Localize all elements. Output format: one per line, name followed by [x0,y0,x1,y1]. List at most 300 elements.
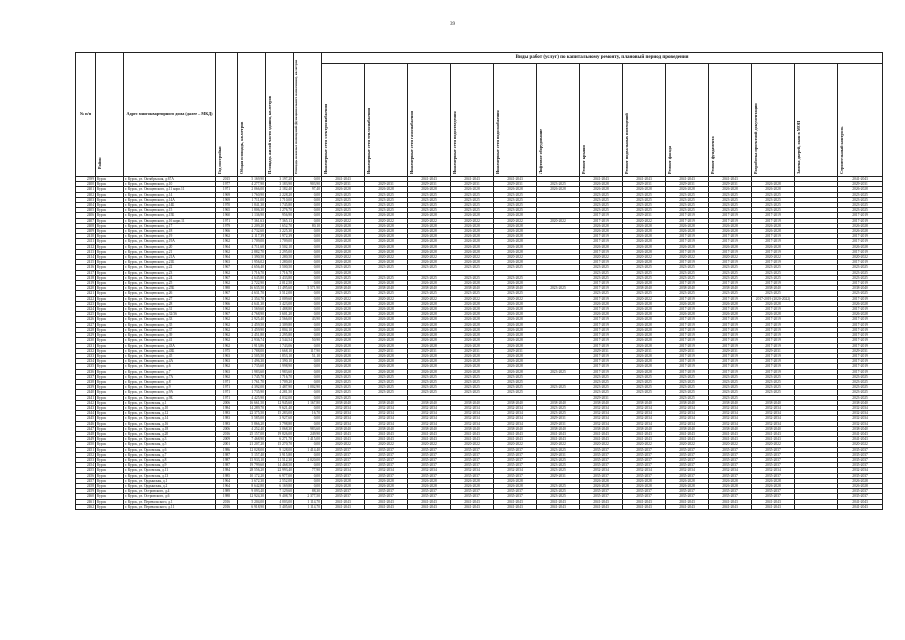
cell-d: Курск [96,260,124,265]
cell-t: 14 289,70 [238,405,266,410]
cell-work-period: 2041-2043 [408,499,451,504]
cell-d: Курск [96,390,124,395]
cell-y: 1963 [216,369,238,374]
cell-nl: 0,00 [294,234,322,239]
cell-work-period: 2017-2019 [666,333,709,338]
cell-work-period: 2017-2019 [580,317,623,322]
cell-y: 1987 [216,457,238,462]
cell-work-period: 2032-2034 [709,411,752,416]
cell-work-period: 2023-2025 [580,275,623,280]
cell-y: 1962 [216,317,238,322]
cell-work-period: 2026-2028 [322,213,365,218]
cell-work-period: 2035-2037 [580,494,623,499]
cell-y: 1962 [216,281,238,286]
cell-work-period: 2023-2025 [365,291,408,296]
cell-l: 1 488,80 [266,307,294,312]
cell-work-period: 2032-2034 [322,421,365,426]
cell-nl: 1 114,70 [294,499,322,504]
cell-work-period: 2017-2019 [752,281,795,286]
cell-work-period: 2038-2040 [365,426,408,431]
cell-t: 21 207,20 [238,442,266,447]
cell-y: 1987 [216,463,238,468]
cell-nl: 4 020,00 [294,457,322,462]
cell-work-period: 2026-2028 [451,317,494,322]
cell-y: 1967 [216,265,238,270]
cell-work-period: 2035-2037 [752,463,795,468]
cell-work-period: 2017-2019 [666,218,709,223]
cell-a: г. Курск, ул. Овощевского, д.8 [124,379,216,384]
header-work-10 [752,64,795,177]
cell-work-period: 2035-2037 [451,489,494,494]
cell-y: 2015 [216,177,238,182]
cell-work-period: 2032-2034 [838,421,883,426]
cell-work-period: 2020-2022 [580,255,623,260]
cell-a: г. Курск, ул. Октябрьская, д.67А [124,177,216,182]
cell-nl: 0,00 [294,483,322,488]
cell-a: г. Курск, ул. Овощевского, д.43Б [124,348,216,353]
cell-work-period: 2017-2019 [666,260,709,265]
cell-work-period: 2029-2031 [666,348,709,353]
cell-work-period: 2035-2037 [322,473,365,478]
cell-work-period: 2023-2025 [709,265,752,270]
cell-nl: 0,00 [294,416,322,421]
cell-d: Курск [96,468,124,473]
cell-work-period: 2023-2025 [537,447,580,452]
cell-work-period: 2017-2019 [580,286,623,291]
cell-work-period: 2017-2019 [709,359,752,364]
cell-work-period: 2023-2025 [623,385,666,390]
cell-work-period: 2026-2028 [752,483,795,488]
cell-work-period: 2035-2037 [580,452,623,457]
cell-a: г. Курск, ул. Орловская, д.16 [124,421,216,426]
cell-a: г. Курск, ул. Овощевского, д.11 корп.11 [124,187,216,192]
cell-y: 2001 [216,442,238,447]
cell-work-period: 2017-2019 [838,281,883,286]
cell-d: Курск [96,483,124,488]
cell-y: 2016 [216,499,238,504]
cell-n: 2402 [76,192,96,197]
cell-work-period: 2023-2025 [408,379,451,384]
cell-work-period: 2023-2025 [365,374,408,379]
cell-work-period: 2035-2037 [322,452,365,457]
cell-nl: 1 114,70 [294,504,322,509]
cell-y: 1966 [216,229,238,234]
cell-work-period: 2029-2031 [666,182,709,187]
cell-y: 1963 [216,260,238,265]
cell-work-period: 2026-2028 [451,333,494,338]
cell-work-period: 2020-2022 [365,218,408,223]
cell-work-period: 2023-2025 [537,369,580,374]
cell-work-period: 2038-2040 [580,400,623,405]
cell-work-period: 2035-2037 [752,494,795,499]
cell-n: 2430 [76,338,96,343]
cell-work-period: 2026-2028 [408,187,451,192]
cell-work-period: 2038-2040 [838,286,883,291]
cell-t: 5 169,90 [238,177,266,182]
cell-work-period: 2029-2031 [709,348,752,353]
cell-work-period: 2023-2025 [709,197,752,202]
cell-l: 1 743,06 [266,343,294,348]
cell-l: 2 566,00 [266,317,294,322]
cell-work-period: 2023-2025 [365,385,408,390]
cell-work-period: 2026-2028 [709,478,752,483]
header-work-label: Строительный контроль [839,126,844,174]
cell-work-period: 2026-2028 [494,317,537,322]
header-work-label: Инженерные сети электроснабжения [323,103,328,174]
cell-nl: 0,00 [294,208,322,213]
cell-d: Курск [96,333,124,338]
cell-a: г. Курск, ул. Орловская, д.3 [124,437,216,442]
cell-work-period: 2038-2040 [494,286,537,291]
cell-work-period: 2023-2025 [451,385,494,390]
cell-y: 1967 [216,312,238,317]
cell-l: 1 709,00 [266,239,294,244]
cell-work-period: 2017-2019 [838,213,883,218]
cell-nl: 16,70 [294,411,322,416]
cell-work-period: 2035-2037 [580,463,623,468]
cell-work-period: 2026-2028 [365,307,408,312]
cell-work-period: 2026-2028 [451,483,494,488]
cell-work-period: 2032-2034 [666,405,709,410]
cell-l: 1 853,10 [266,353,294,358]
cell-work-period: 2026-2028 [494,312,537,317]
cell-t: 4 641,30 [238,301,266,306]
cell-y: 1962 [216,270,238,275]
cell-work-period: 2017-2019 [666,249,709,254]
cell-work-period: 2032-2034 [838,405,883,410]
cell-work-period: 2035-2037 [494,473,537,478]
cell-n: 2455 [76,468,96,473]
cell-work-period: 2023-2025 [408,192,451,197]
cell-work-period: 2026-2028 [365,223,408,228]
cell-work-period: 2026-2028 [494,187,537,192]
cell-d: Курск [96,442,124,447]
cell-work-period: 2020-2022 [494,442,537,447]
cell-work-period: 2023-2025 [537,468,580,473]
cell-y: 1984 [216,468,238,473]
cell-l: 3 502,10 [266,244,294,249]
cell-work-period: 2023-2025 [494,208,537,213]
cell-work-period: 2035-2037 [451,447,494,452]
cell-work-period: 2020-2022 [365,296,408,301]
cell-work-period: 2023-2025 [365,208,408,213]
cell-work-period: 2017-2019 [666,369,709,374]
cell-work-period: 2017-2019 [580,234,623,239]
cell-work-period: 2041-2043 [408,177,451,182]
cell-work-period: 2035-2037 [408,494,451,499]
cell-nl: 0,00 [294,421,322,426]
cell-nl: 0,00 [294,260,322,265]
cell-n: 2429 [76,333,96,338]
cell-nl: 0,00 [294,333,322,338]
cell-nl: 0,00 [294,192,322,197]
cell-work-period: 2017-2019 [666,307,709,312]
cell-work-period: 2026-2028 [666,223,709,228]
cell-work-period: 2017-2019 [838,327,883,332]
cell-work-period: 2032-2034 [623,416,666,421]
cell-work-period: 2041-2043 [322,177,365,182]
cell-a: г. Курск, ул. Овощевского, д.9 [124,385,216,390]
cell-work-period: 2032-2034 [365,411,408,416]
cell-a: г. Курск, ул. Овощевского, д.16 корп.11 [124,218,216,223]
cell-work-period: 2023-2025 [494,203,537,208]
cell-t: 4 252,40 [238,426,266,431]
cell-work-period: 2017-2019 [709,307,752,312]
cell-work-period: 2026-2028 [752,312,795,317]
cell-work-period: 2038-2040 [709,400,752,405]
cell-work-period: 2041-2043 [752,431,795,436]
cell-t: 12 028,00 [238,447,266,452]
cell-work-period: 2023-2025 [752,379,795,384]
cell-t: 1 761,70 [238,379,266,384]
cell-work-period: 2023-2025 [666,203,709,208]
cell-work-period: 2041-2043 [494,504,537,509]
cell-l: 2 182,40 [266,187,294,192]
cell-n: 2415 [76,260,96,265]
cell-a: г. Курск, ул. Овощевского, д.28 [124,301,216,306]
cell-work-period: 2041-2043 [838,499,883,504]
cell-nl: 5 571,90 [294,286,322,291]
cell-work-period: 2029-2031 [838,182,883,187]
cell-n: 2422 [76,296,96,301]
cell-work-period: 2023-2025 [580,203,623,208]
cell-a: г. Курск, ул. Овощевского, д.6 [124,364,216,369]
cell-d: Курск [96,239,124,244]
cell-work-period: 2023-2025 [709,390,752,395]
cell-d: Курск [96,421,124,426]
header-work-label: Лифтовое оборудование [538,128,543,174]
cell-work-period: 2026-2028 [623,260,666,265]
cell-work-period: 2023-2025 [838,265,883,270]
cell-work-period: 2017-2019 [709,234,752,239]
cell-nl: 117,90 [294,348,322,353]
cell-d: Курск [96,489,124,494]
cell-work-period: 2041-2043 [752,504,795,509]
cell-l: 7 129,60 [266,489,294,494]
cell-n: 2438 [76,379,96,384]
table-body [76,177,883,510]
cell-work-period: 2026-2028 [322,338,365,343]
cell-work-period: 2029-2031 [494,348,537,353]
cell-work-period: 2035-2037 [709,452,752,457]
cell-work-period: 2035-2037 [408,463,451,468]
cell-work-period: 2023-2025 [451,275,494,280]
cell-work-period: 2035-2037 [623,494,666,499]
cell-work-period: 2023-2025 [322,390,365,395]
cell-t: 5 866,20 [238,421,266,426]
cell-l: 7 365,13 [266,218,294,223]
cell-work-period: 2026-2028 [365,322,408,327]
cell-a: г. Курск, ул. Овощевского, д.9Б [124,395,216,400]
cell-work-period: 2020-2022 [322,296,365,301]
cell-nl: 0,00 [294,239,322,244]
cell-work-period: 2026-2028 [580,182,623,187]
cell-work-period: 2041-2043 [451,177,494,182]
cell-a: г. Курск, ул. Орловская, д.10 [124,405,216,410]
cell-nl: 50,90 [294,338,322,343]
cell-work-period: 2017-2019 [709,218,752,223]
cell-a: г. Курск, ул. Овощевского, д.33 [124,317,216,322]
cell-work-period: 2023-2025 [322,395,365,400]
cell-work-period: 2020-2022 [666,442,709,447]
cell-work-period: 2023-2025 [623,208,666,213]
cell-d: Курск [96,369,124,374]
cell-work-period: 2023-2025 [709,275,752,280]
cell-work-period: 2032-2034 [408,411,451,416]
cell-t: 1 390,50 [238,255,266,260]
cell-nl: 0,00 [294,275,322,280]
cell-work-period: 2026-2028 [365,353,408,358]
cell-work-period: 2035-2037 [494,452,537,457]
cell-work-period: 2041-2043 [709,431,752,436]
cell-work-period: 2026-2028 [451,369,494,374]
cell-work-period: 2041-2043 [322,504,365,509]
cell-work-period: 2026-2028 [623,343,666,348]
cell-d: Курск [96,374,124,379]
cell-work-period: 2032-2034 [494,421,537,426]
cell-work-period: 2023-2025 [838,385,883,390]
cell-work-period: 2017-2019 [838,353,883,358]
cell-work-period: 2017-2019 [838,249,883,254]
cell-l: 14 468,50 [266,463,294,468]
cell-work-period: 2023-2025 [494,265,537,270]
cell-work-period: 2026-2028 [623,317,666,322]
cell-work-period: 2032-2034 [322,468,365,473]
cell-work-period: 2023-2025 [752,265,795,270]
cell-a: г. Курск, ул. Орловская, д.9 [124,463,216,468]
cell-nl: 903,90 [294,182,322,187]
cell-work-period: 2023-2025 [494,390,537,395]
cell-work-period: 2023-2025 [838,390,883,395]
cell-l: 2 544,54 [266,338,294,343]
cell-work-period: 2026-2028 [365,317,408,322]
cell-work-period: 2020-2022 [494,218,537,223]
cell-d: Курск [96,431,124,436]
cell-a: г. Курск, ул. Овощевского, д.9А [124,390,216,395]
cell-work-period: 2023-2025 [494,374,537,379]
cell-work-period: 2020-2022 [451,255,494,260]
cell-work-period: 2041-2043 [365,437,408,442]
cell-work-period: 2023-2025 [623,270,666,275]
header-work-label: Ремонт фасада [667,146,672,174]
cell-work-period: 2026-2028 [623,301,666,306]
cell-work-period: 2041-2043 [838,431,883,436]
cell-work-period: 2023-2025 [666,395,709,400]
cell-work-period: 2029-2031 [580,395,623,400]
cell-work-period: 2032-2034 [623,468,666,473]
cell-work-period: 2038-2040 [709,426,752,431]
cell-work-period: 2026-2028 [494,364,537,369]
cell-work-period: 2023-2025 [537,411,580,416]
cell-work-period: 2035-2037 [709,447,752,452]
cell-work-period: 2026-2028 [494,239,537,244]
cell-d: Курск [96,177,124,182]
cell-work-period: 2023-2025 [752,197,795,202]
cell-y: 1964 [216,483,238,488]
cell-work-period: 2026-2028 [322,187,365,192]
cell-work-period: 2026-2028 [838,478,883,483]
cell-work-period: 2026-2028 [580,312,623,317]
cell-work-period: 2038-2040 [451,400,494,405]
cell-work-period: 2035-2037 [666,473,709,478]
header-nonliving-area-label: Площадь нежилых помещений (функционального назначения), кв.метров [294,59,298,174]
cell-work-period: 2035-2037 [709,473,752,478]
cell-work-period: 2035-2037 [623,457,666,462]
cell-work-period: 2023-2025 [322,374,365,379]
cell-work-period: 2035-2037 [838,457,883,462]
cell-work-period: 2023-2025 [580,374,623,379]
cell-work-period: 2023-2025 [666,270,709,275]
cell-l: 3 197,20 [266,177,294,182]
cell-d: Курск [96,379,124,384]
cell-work-period: 2026-2028 [322,260,365,265]
cell-work-period: 2032-2034 [580,468,623,473]
cell-n: 2453 [76,457,96,462]
cell-d: Курск [96,255,124,260]
cell-d: Курск [96,343,124,348]
cell-work-period: 2035-2037 [580,473,623,478]
cell-work-period: 2032-2034 [623,411,666,416]
cell-work-period: 2035-2037 [752,473,795,478]
header-work-9 [709,64,752,177]
cell-work-period: 2041-2043 [623,431,666,436]
cell-work-period: 2041-2043 [580,431,623,436]
cell-d: Курск [96,213,124,218]
cell-work-period: 2026-2028 [709,483,752,488]
cell-work-period: 2026-2028 [494,327,537,332]
cell-a: г. Курск, ул. Орловская, д.18 [124,426,216,431]
cell-l: 1 668,10 [266,348,294,353]
cell-y: 1965 [216,208,238,213]
cell-d: Курск [96,301,124,306]
cell-work-period: 2026-2028 [408,353,451,358]
cell-n: 2451 [76,447,96,452]
cell-work-period: 2026-2028 [365,213,408,218]
cell-d: Курск [96,208,124,213]
cell-work-period: 2041-2043 [623,499,666,504]
cell-nl: 0,00 [294,364,322,369]
cell-t: 2 722,90 [238,281,266,286]
cell-d: Курск [96,307,124,312]
cell-work-period: 2026-2028 [838,223,883,228]
header-work-label: Ремонт крыши [581,145,586,174]
cell-work-period: 2023-2025 [537,286,580,291]
cell-work-period: 2020-2022 [709,255,752,260]
cell-l: 3 433,80 [266,275,294,280]
header-work-0 [322,64,365,177]
cell-d: Курск [96,478,124,483]
cell-nl: 0,00 [294,229,322,234]
cell-work-period: 2023-2025 [709,385,752,390]
cell-work-period: 2035-2037 [709,463,752,468]
cell-work-period: 2023-2025 [408,374,451,379]
cell-work-period: 2026-2028 [494,281,537,286]
cell-work-period: 2026-2028 [838,483,883,488]
cell-work-period: 2026-2028 [365,229,408,234]
cell-work-period: 2035-2037 [451,452,494,457]
header-living-area-label: Площадь жилой части здания, кв.метров [267,95,272,174]
cell-work-period: 2017-2019 [752,218,795,223]
cell-t: 12 924,30 [238,494,266,499]
cell-work-period: 2017-2019 [709,281,752,286]
cell-work-period: 2035-2037 [365,473,408,478]
cell-work-period: 2038-2040 [537,400,580,405]
cell-work-period: 2032-2034 [752,411,795,416]
cell-work-period: 2038-2040 [408,400,451,405]
cell-y: 1986 [216,447,238,452]
cell-l: 1 998,90 [266,364,294,369]
cell-t: 7 361,63 [238,218,266,223]
